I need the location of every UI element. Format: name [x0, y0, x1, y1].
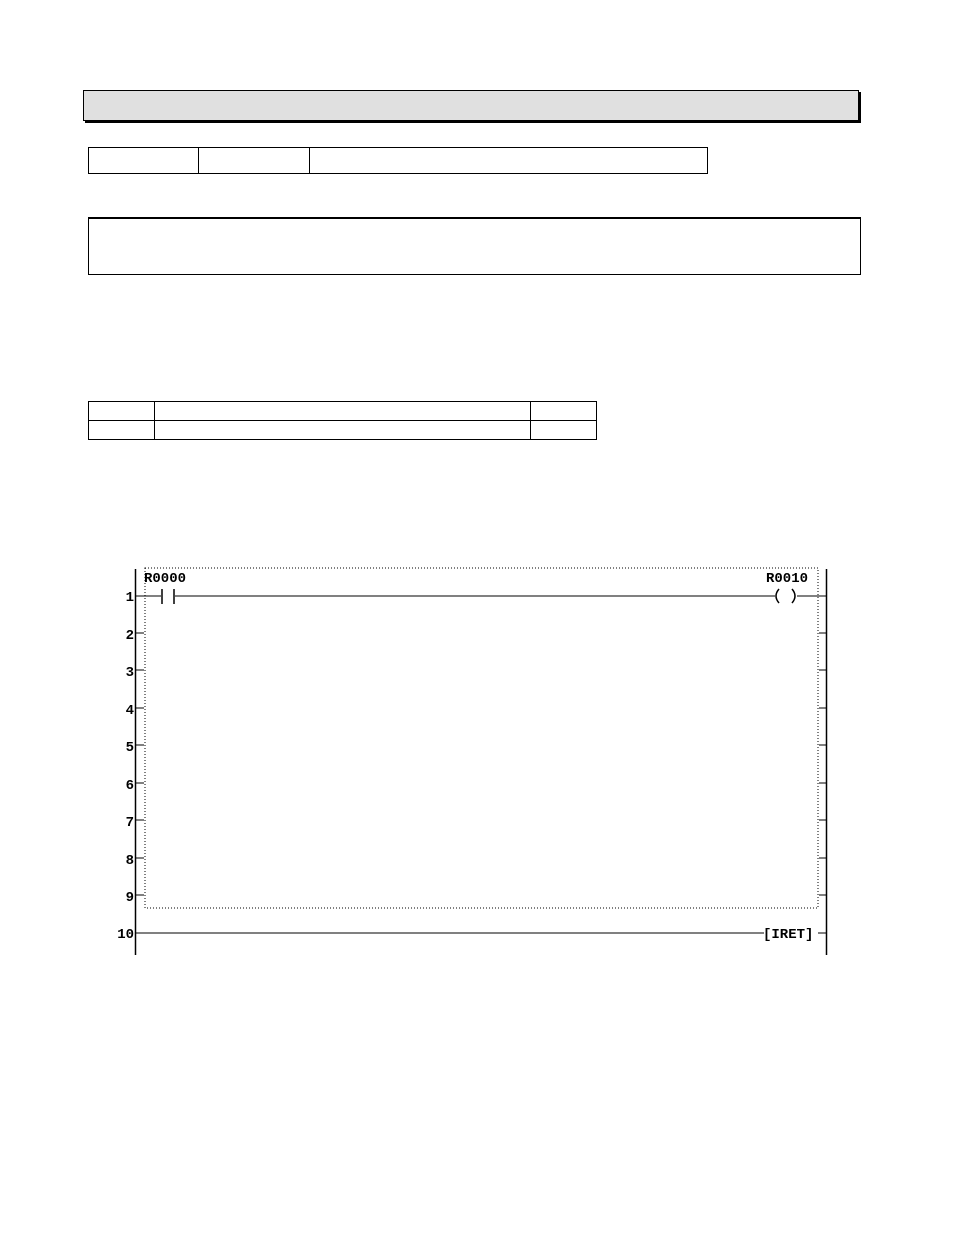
contact-label: R0000 — [144, 571, 187, 587]
operand-cell — [89, 421, 155, 440]
operand-cell — [531, 421, 597, 440]
coil-icon — [776, 589, 779, 603]
operand-cell — [89, 402, 155, 421]
table-row — [89, 421, 597, 440]
rung-number: 3 — [125, 665, 134, 681]
table-row — [89, 402, 597, 421]
rung-number: 1 — [125, 590, 134, 606]
section-title-bar — [83, 90, 859, 121]
rung-number: 8 — [125, 853, 134, 869]
ladder-diagram — [100, 555, 840, 965]
info-cell-1 — [89, 148, 199, 174]
iret-instruction: [IRET] — [763, 927, 814, 943]
operand-cell — [531, 402, 597, 421]
info-cell-2 — [199, 148, 310, 174]
info-cell-3 — [310, 148, 708, 174]
rung-number-labels — [117, 590, 134, 943]
rung-1 — [136, 571, 826, 604]
coil-icon — [792, 589, 795, 603]
operand-cell — [155, 402, 531, 421]
selection-box — [145, 568, 818, 908]
description-box — [88, 217, 861, 275]
rung-number: 2 — [125, 628, 134, 644]
rung-ticks — [135, 633, 827, 895]
rung-number: 9 — [125, 890, 134, 906]
rung-number: 7 — [125, 815, 134, 831]
rung-number: 5 — [125, 740, 134, 756]
operand-cell — [155, 421, 531, 440]
rung-number: 4 — [125, 703, 134, 719]
rung-number: 6 — [125, 778, 134, 794]
rung-number: 10 — [117, 927, 134, 943]
coil-label: R0010 — [765, 571, 808, 587]
info-table — [88, 147, 708, 174]
rung-10 — [136, 927, 826, 943]
operand-table — [88, 401, 597, 440]
